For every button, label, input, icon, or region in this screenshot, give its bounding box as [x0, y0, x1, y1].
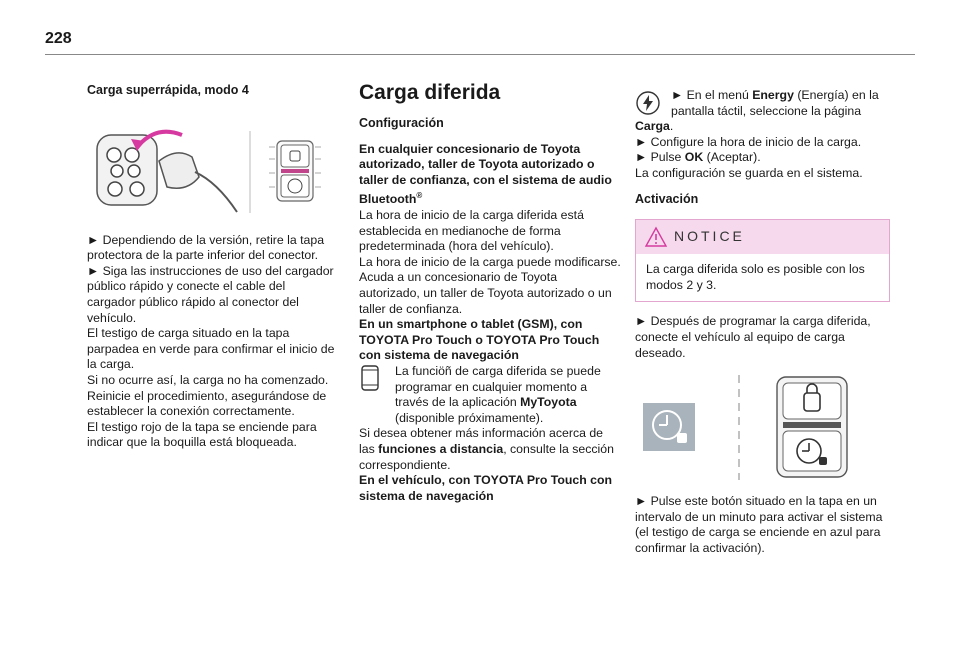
remote-functions: funciones a distancia [378, 441, 504, 456]
charging-connector-illustration [87, 127, 335, 217]
press-text-b: (Aceptar). [703, 150, 761, 165]
vehicle-heading: En el vehículo, con TOYOTA Pro Touch con sistema de navegación [359, 473, 613, 503]
paragraph-remove-cover: ► Dependiendo de la versión, retire la tapa protectora de la parte inferior del conector. [87, 232, 325, 263]
timer-button-illustration [635, 375, 890, 480]
menu-text-b: (Energía) en la pantalla táctil, seleccione la página [671, 88, 879, 118]
subsection-activation: Activación [635, 191, 699, 206]
remote-text-b: , consulte la sección correspondiente. [359, 441, 614, 472]
smartphone-icon [359, 364, 381, 392]
timer-plug-icon [643, 403, 695, 451]
menu-text-a: ► En el menú [671, 88, 753, 102]
press-ok: OK [684, 150, 704, 165]
paragraph-green-light: El testigo de carga situado en la tapa parpadea en verde para confirmar el inicio de la carga. [87, 326, 335, 372]
lock-button-icon [775, 375, 849, 479]
column-right [635, 80, 890, 557]
notice-title: NOTICE [674, 228, 745, 245]
paragraph-red-light: El testigo rojo de la tapa se enciende para indicar que la boquilla está bloqueada. [87, 419, 317, 450]
paragraph-energy-menu [635, 88, 890, 119]
section-title-delayed-charge: Carga diferida [359, 81, 501, 104]
notice-text: La carga diferida solo es posible con los modos 2 y 3. [646, 262, 865, 292]
column-left [87, 80, 335, 451]
notice-box [635, 219, 890, 302]
app-text-a: La funciöñ de carga diferida se puede programar en cualquier momento a través de la aplicación [395, 364, 601, 410]
paragraph-connect-cable: ► Siga las instrucciones de uso del cargador público rápido y conecte el cable del cargador público rápido al conector del vehículo. [87, 263, 334, 325]
paragraph-press-ok [635, 150, 890, 166]
dealer-heading [359, 142, 621, 208]
menu-text-c: . [669, 119, 674, 134]
paragraph-carga [635, 119, 890, 135]
phone-heading: En un smartphone o tablet (GSM), con TOYOTA Pro Touch o TOYOTA Pro Touch con sistema de navegación [359, 317, 600, 363]
dashed-divider [735, 375, 743, 480]
notice-header [636, 220, 889, 254]
app-name: MyToyota [520, 395, 577, 410]
paragraph-default-time: La hora de inicio de la carga diferida está establecida en medianoche de forma predeterminada (hora del vehículo). [359, 208, 584, 254]
warning-triangle-icon [644, 226, 668, 248]
remote-text-a: Si desea obtener más información acerca de las [359, 426, 604, 456]
page-number: 228 [45, 30, 72, 47]
lock-timer-panel-icon [265, 133, 325, 209]
registered-mark: ® [416, 191, 423, 201]
paragraph-after-program: ► Después de programar la carga diferida, conecte el vehículo al equipo de carga deseado. [635, 314, 871, 360]
paragraph-modify-time: La hora de inicio de la carga puede modificarse. Acuda a un concesionario de Toyota autorizado, un taller de Toyota autorizado o un taller de confianza. [359, 254, 621, 316]
paragraph-press-button: ► Pulse este botón situado en la tapa en un intervalo de un minuto para activar el sistema (el testigo de carga se enciende en azul para confirmar la activación). [635, 494, 883, 555]
subsection-configuration: Configuración [359, 116, 444, 130]
paragraph-remote [359, 426, 621, 473]
column-middle [359, 80, 621, 504]
paragraph-saved: La configuración se guarda en el sistema. [635, 165, 863, 180]
paragraph-app [359, 364, 621, 426]
header-rule [45, 54, 915, 55]
app-text-b: (disponible próximamente). [395, 410, 544, 425]
paragraph-restart: Si no ocurre así, la carga no ha comenzado. Reinicie el procedimiento, asegurándose de establecer la conexión correctamente. [87, 372, 329, 419]
paragraph-set-time: ► Configure la hora de inicio de la carga. [635, 134, 862, 149]
lightning-icon [635, 90, 661, 116]
dealer-heading-text: En cualquier concesionario de Toyota autorizado, taller de Toyota autorizado o taller de confianza, con el sistema de audio Bluetooth [359, 141, 612, 207]
section-heading-fast-charge: Carga superrápida, modo 4 [87, 83, 249, 97]
menu-carga: Carga [635, 119, 670, 134]
press-text-a: ► Pulse [635, 150, 685, 165]
menu-energy: Energy [752, 88, 794, 102]
